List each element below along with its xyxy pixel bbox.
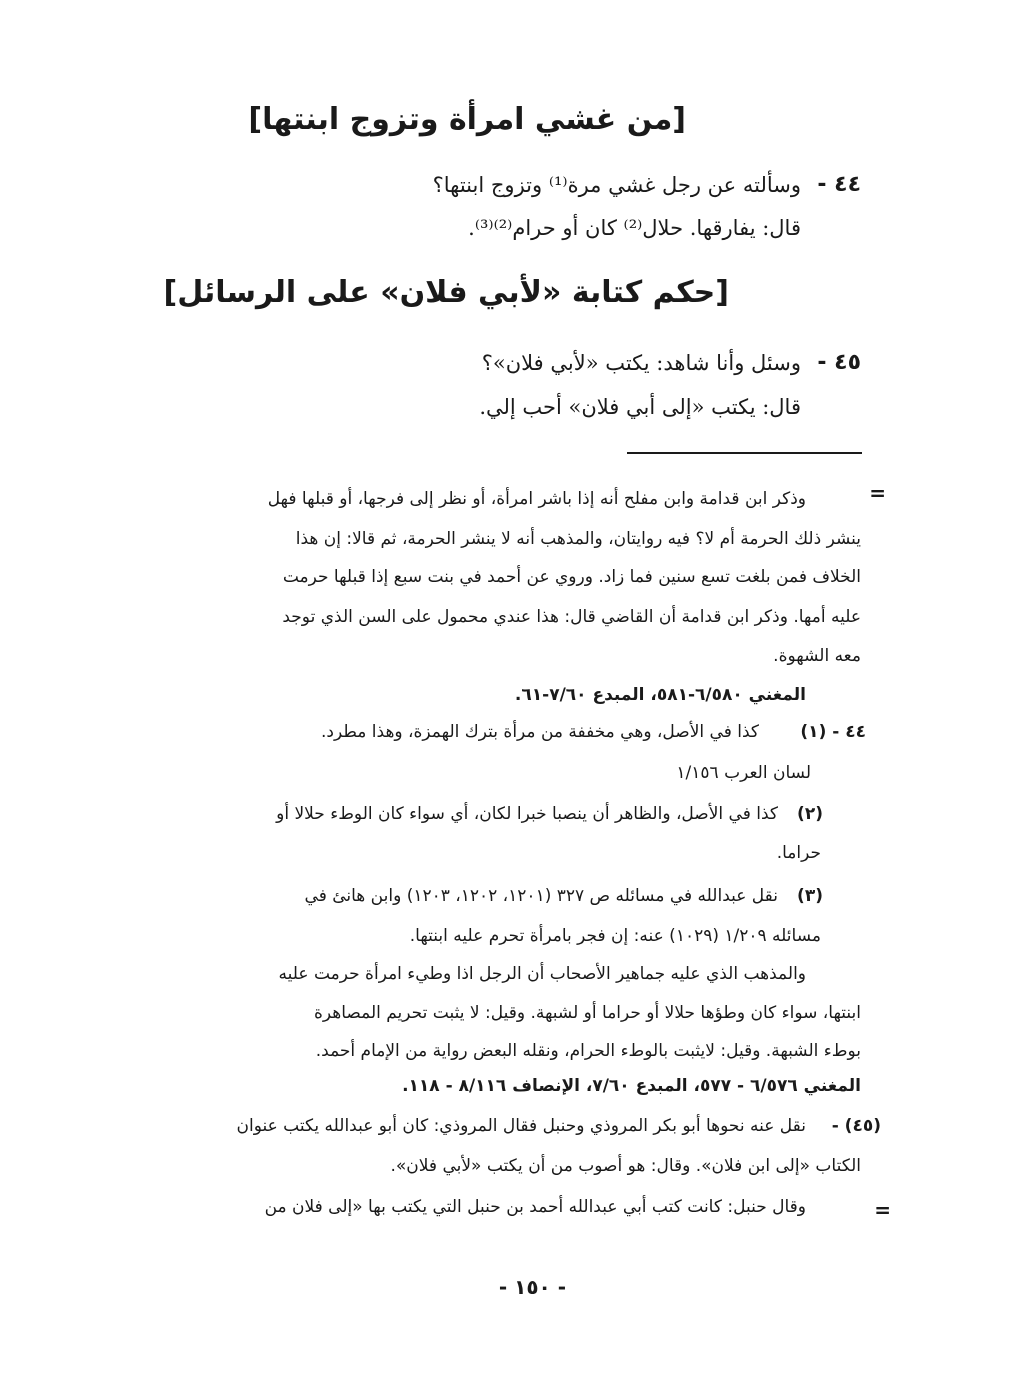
footnote-45-label: (٤٥) - <box>831 1116 881 1136</box>
footnote-cont-line-4: عليه أمها. وذكر ابن قدامة أن القاضي قال: هذا عندي محمول على السن الذي توجد <box>282 607 861 627</box>
footnote-3-line-1: نقل عبدالله في مسائله ص ٣٢٧ (١٢٠١، ١٢٠٢، ١٢٠٣) وابن هانئ في <box>304 886 778 906</box>
footnote-cont-line-2: ينشر ذلك الحرمة أم لا؟ فيه روايتان، والمذهب أنه لا ينشر الحرمة، ثم قالا: إن هذا <box>295 529 861 549</box>
footnote-cont-line-3: الخلاف فمن بلغت تسع سنين فما زاد. وروي عن أحمد في بنت سبع إذا قبلها حرمت <box>282 567 861 587</box>
footnote-separator <box>627 452 862 454</box>
footnote-cont-line-5: معه الشهوة. <box>773 646 861 666</box>
footnote-44-1-line-2: لسان العرب ١/١٥٦ <box>676 763 811 783</box>
heading-2: [حكم كتابة «لأبي فلان» على الرسائل] <box>163 275 729 310</box>
footnote-3-label: (٣) <box>797 886 823 906</box>
footnote-3-line-5: بوطء الشبهة. وقيل: لايثبت بالوطء الحرام، ونقله البعض رواية من الإمام أحمد. <box>315 1041 861 1061</box>
question-44-number: ٤٤ - <box>817 172 861 197</box>
footnote-3-line-3: والمذهب الذي عليه جماهير الأصحاب أن الرجل اذا وطيء امرأة حرمت عليه <box>278 964 806 984</box>
footnote-45-line-2: الكتاب «إلى ابن فلان». وقال: هو أصوب من أن يكتب «لأبي فلان». <box>390 1156 861 1176</box>
footnote-2-line-1: كذا في الأصل، والظاهر أن ينصبا خبرا لكان، أي سواء كان الوطء حلالا أو <box>276 804 778 824</box>
footnote-2-label: (٢) <box>797 804 823 824</box>
footnote-45-line-3: وقال حنبل: كانت كتب أبي عبدالله أحمد بن حنبل التي يكتب بها «إلى فلان من <box>264 1197 806 1217</box>
heading-1: [من غشي امرأة وتزوج ابنتها] <box>248 102 686 137</box>
footnote-2-line-2: حراما. <box>776 843 821 863</box>
footnote-3-line-4: ابنتها، سواء كان وطؤها حلالا أو حراما أو لشبهة. وقيل: لا يثبت تحريم المصاهرة <box>313 1003 861 1023</box>
footnote-44-label: ٤٤ - (١) <box>800 722 866 742</box>
page-number: - ١٥٠ - <box>498 1275 566 1299</box>
question-45-answer: قال: يكتب «إلى أبي فلان» أحب إلي. <box>479 395 801 419</box>
footnote-3-reference: المغني ٦/٥٧٦ - ٥٧٧، المبدع ٧/٦٠، الإنصاف ٨/١١٦ - ١١٨. <box>402 1076 861 1096</box>
footnote-cont-reference: المغني ٦/٥٨٠-٥٨١، المبدع ٧/٦٠-٦١. <box>514 685 806 705</box>
footnote-continues-mark: = <box>874 1198 891 1222</box>
footnote-44-1-line-1: كذا في الأصل، وهي مخففة من مرأة بترك الهمزة، وهذا مطرد. <box>320 722 759 742</box>
question-45-text: وسئل وأنا شاهد: يكتب «لأبي فلان»؟ <box>481 351 801 375</box>
footnote-cont-line-1: وذكر ابن قدامة وابن مفلح أنه إذا باشر امرأة، أو نظر إلى فرجها، أو قبلها فهل <box>267 489 806 509</box>
question-44-answer: قال: يفارقها. حلال⁽²⁾ كان أو حرام⁽²⁾⁽³⁾. <box>468 216 801 240</box>
question-45-number: ٤٥ - <box>817 350 861 375</box>
footnote-45-line-1: نقل عنه نحوها أبو بكر المروذي وحنبل فقال المروذي: كان أبو عبدالله يكتب عنوان <box>236 1116 806 1136</box>
continuation-mark: = <box>869 481 886 505</box>
footnote-3-line-2: مسائله ١/٢٠٩ (١٠٢٩) عنه: إن فجر بامرأة تحرم عليه ابنتها. <box>409 926 821 946</box>
question-44-text: وسألته عن رجل غشي مرة⁽¹⁾ وتزوج ابنتها؟ <box>432 173 801 197</box>
